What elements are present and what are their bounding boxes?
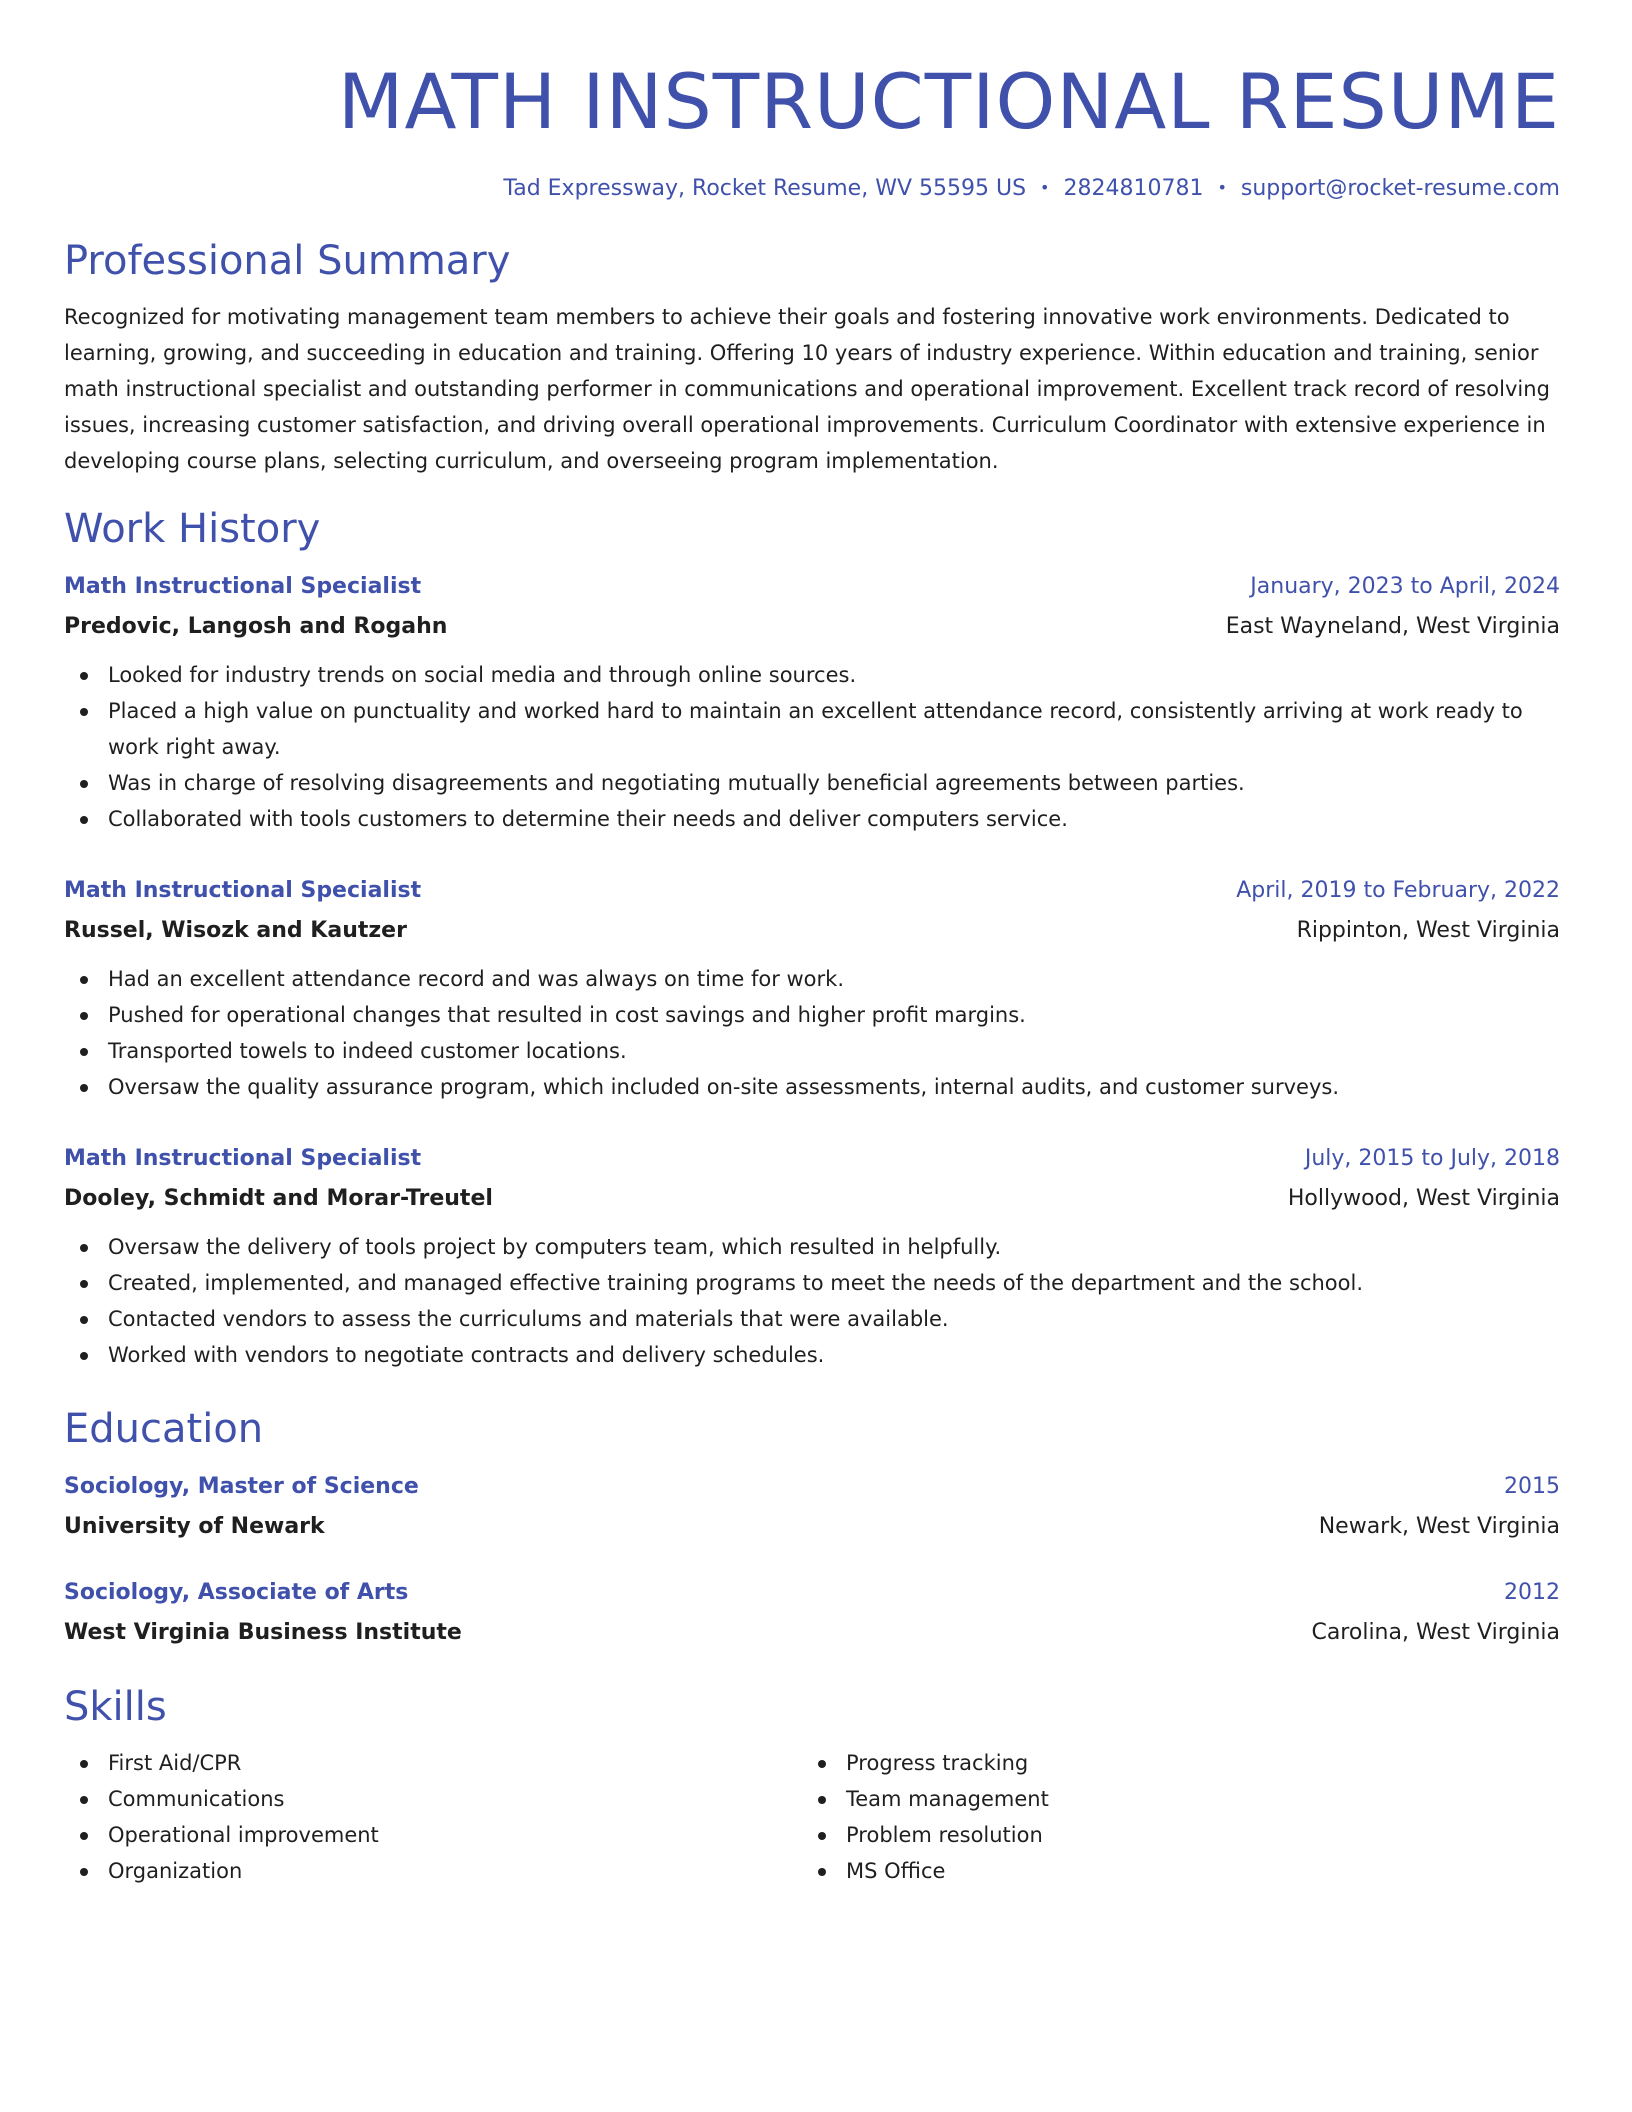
- job-role: Math Instructional Specialist: [64, 878, 422, 903]
- skill-item: First Aid/CPR: [64, 1745, 802, 1781]
- education-year: 2015: [1504, 1474, 1560, 1499]
- education-location: Carolina, West Virginia: [1311, 1620, 1560, 1645]
- skills-bullets: [64, 1745, 802, 1889]
- job-role: Math Instructional Specialist: [64, 1146, 422, 1171]
- skill-item: MS Office: [802, 1853, 1540, 1889]
- skill-item: Organization: [64, 1853, 802, 1889]
- skills-column-right: [802, 1745, 1540, 1889]
- job-bullet: Had an excellent attendance record and was always on time for work.: [64, 961, 1560, 997]
- job-company-row: [64, 609, 1560, 645]
- job-company-row: [64, 1181, 1560, 1217]
- job-bullet: Created, implemented, and managed effective training programs to meet the needs of the department and the school.: [64, 1265, 1560, 1301]
- education-school-row: [64, 1509, 1560, 1545]
- education-school-row: [64, 1615, 1560, 1651]
- job-company: Dooley, Schmidt and Morar-Treutel: [64, 1186, 493, 1211]
- education-school: University of Newark: [64, 1514, 325, 1539]
- skills-column-left: [64, 1745, 802, 1889]
- job-location: Rippinton, West Virginia: [1296, 918, 1560, 943]
- contact-address: Tad Expressway, Rocket Resume, WV 55595 US: [503, 176, 1027, 201]
- skill-item: Operational improvement: [64, 1817, 802, 1853]
- job-bullet: Transported towels to indeed customer locations.: [64, 1033, 1560, 1069]
- job-dates: April, 2019 to February, 2022: [1236, 878, 1560, 903]
- job-bullet: Looked for industry trends on social media and through online sources.: [64, 657, 1560, 693]
- education-entry: [64, 1469, 1560, 1545]
- job-bullet: Pushed for operational changes that resulted in cost savings and higher profit margins.: [64, 997, 1560, 1033]
- section-heading-education: Education: [64, 1406, 264, 1452]
- section-heading-summary: Professional Summary: [64, 238, 511, 284]
- education-school: West Virginia Business Institute: [64, 1620, 462, 1645]
- job-location: East Wayneland, West Virginia: [1225, 614, 1560, 639]
- job-bullet: Worked with vendors to negotiate contracts and delivery schedules.: [64, 1337, 1560, 1373]
- job-bullets: [64, 961, 1560, 1105]
- job-bullet: Contacted vendors to assess the curriculums and materials that were available.: [64, 1301, 1560, 1337]
- skill-item: Problem resolution: [802, 1817, 1540, 1853]
- skill-item: Communications: [64, 1781, 802, 1817]
- contact-line: [64, 172, 1560, 205]
- education-entry: [64, 1575, 1560, 1651]
- section-heading-work-history: Work History: [64, 506, 321, 552]
- education-year: 2012: [1504, 1580, 1560, 1605]
- job-location: Hollywood, West Virginia: [1287, 1186, 1560, 1211]
- education-degree: Sociology, Master of Science: [64, 1474, 419, 1499]
- job-bullet: Oversaw the quality assurance program, which included on-site assessments, internal audits, and customer surveys.: [64, 1069, 1560, 1105]
- contact-email: support@rocket-resume.com: [1240, 176, 1560, 201]
- contact-phone: 2824810781: [1063, 176, 1204, 201]
- job-entry: [64, 873, 1560, 1105]
- skill-item: Team management: [802, 1781, 1540, 1817]
- job-title-row: [64, 873, 1560, 909]
- job-bullet: Placed a high value on punctuality and worked hard to maintain an excellent attendance record, consistently arriving at work ready to work right away.: [64, 693, 1560, 765]
- skills-list: [64, 1745, 1560, 1889]
- skills-bullets: [802, 1745, 1540, 1889]
- resume-title: MATH INSTRUCTIONAL RESUME: [337, 57, 1560, 146]
- education-degree: Sociology, Associate of Arts: [64, 1580, 409, 1605]
- job-company: Predovic, Langosh and Rogahn: [64, 614, 448, 639]
- education-degree-row: [64, 1469, 1560, 1505]
- section-heading-skills: Skills: [64, 1684, 167, 1730]
- education-degree-row: [64, 1575, 1560, 1611]
- job-role: Math Instructional Specialist: [64, 574, 422, 599]
- job-bullet: Oversaw the delivery of tools project by computers team, which resulted in helpfully.: [64, 1229, 1560, 1265]
- job-entry: [64, 1141, 1560, 1373]
- job-bullet: Collaborated with tools customers to determine their needs and deliver computers service.: [64, 801, 1560, 837]
- job-bullet: Was in charge of resolving disagreements and negotiating mutually beneficial agreements between parties.: [64, 765, 1560, 801]
- job-title-row: [64, 569, 1560, 605]
- contact-separator: •: [1040, 178, 1050, 197]
- job-company: Russel, Wisozk and Kautzer: [64, 918, 407, 943]
- job-title-row: [64, 1141, 1560, 1177]
- job-bullets: [64, 1229, 1560, 1373]
- job-dates: January, 2023 to April, 2024: [1250, 574, 1560, 599]
- job-dates: July, 2015 to July, 2018: [1304, 1146, 1560, 1171]
- job-entry: [64, 569, 1560, 837]
- skill-item: Progress tracking: [802, 1745, 1540, 1781]
- resume-page: [64, 0, 1560, 1889]
- job-company-row: [64, 913, 1560, 949]
- education-location: Newark, West Virginia: [1318, 1514, 1560, 1539]
- summary-text: Recognized for motivating management team members to achieve their goals and fostering innovative work environments. Dedicated to learning, growing, and succeeding in education and training. Offering 10 years of industry experience. Within education and training, senior math instructional specialist and outstanding performer in communications and operational improvement. Excellent track record of resolving issues, increasing customer satisfaction, and driving overall operational improvements. Curriculum Coordinator with extensive experience in developing course plans, selecting curriculum, and overseeing program implementation.: [64, 305, 1550, 473]
- contact-separator: •: [1217, 178, 1227, 197]
- job-bullets: [64, 657, 1560, 837]
